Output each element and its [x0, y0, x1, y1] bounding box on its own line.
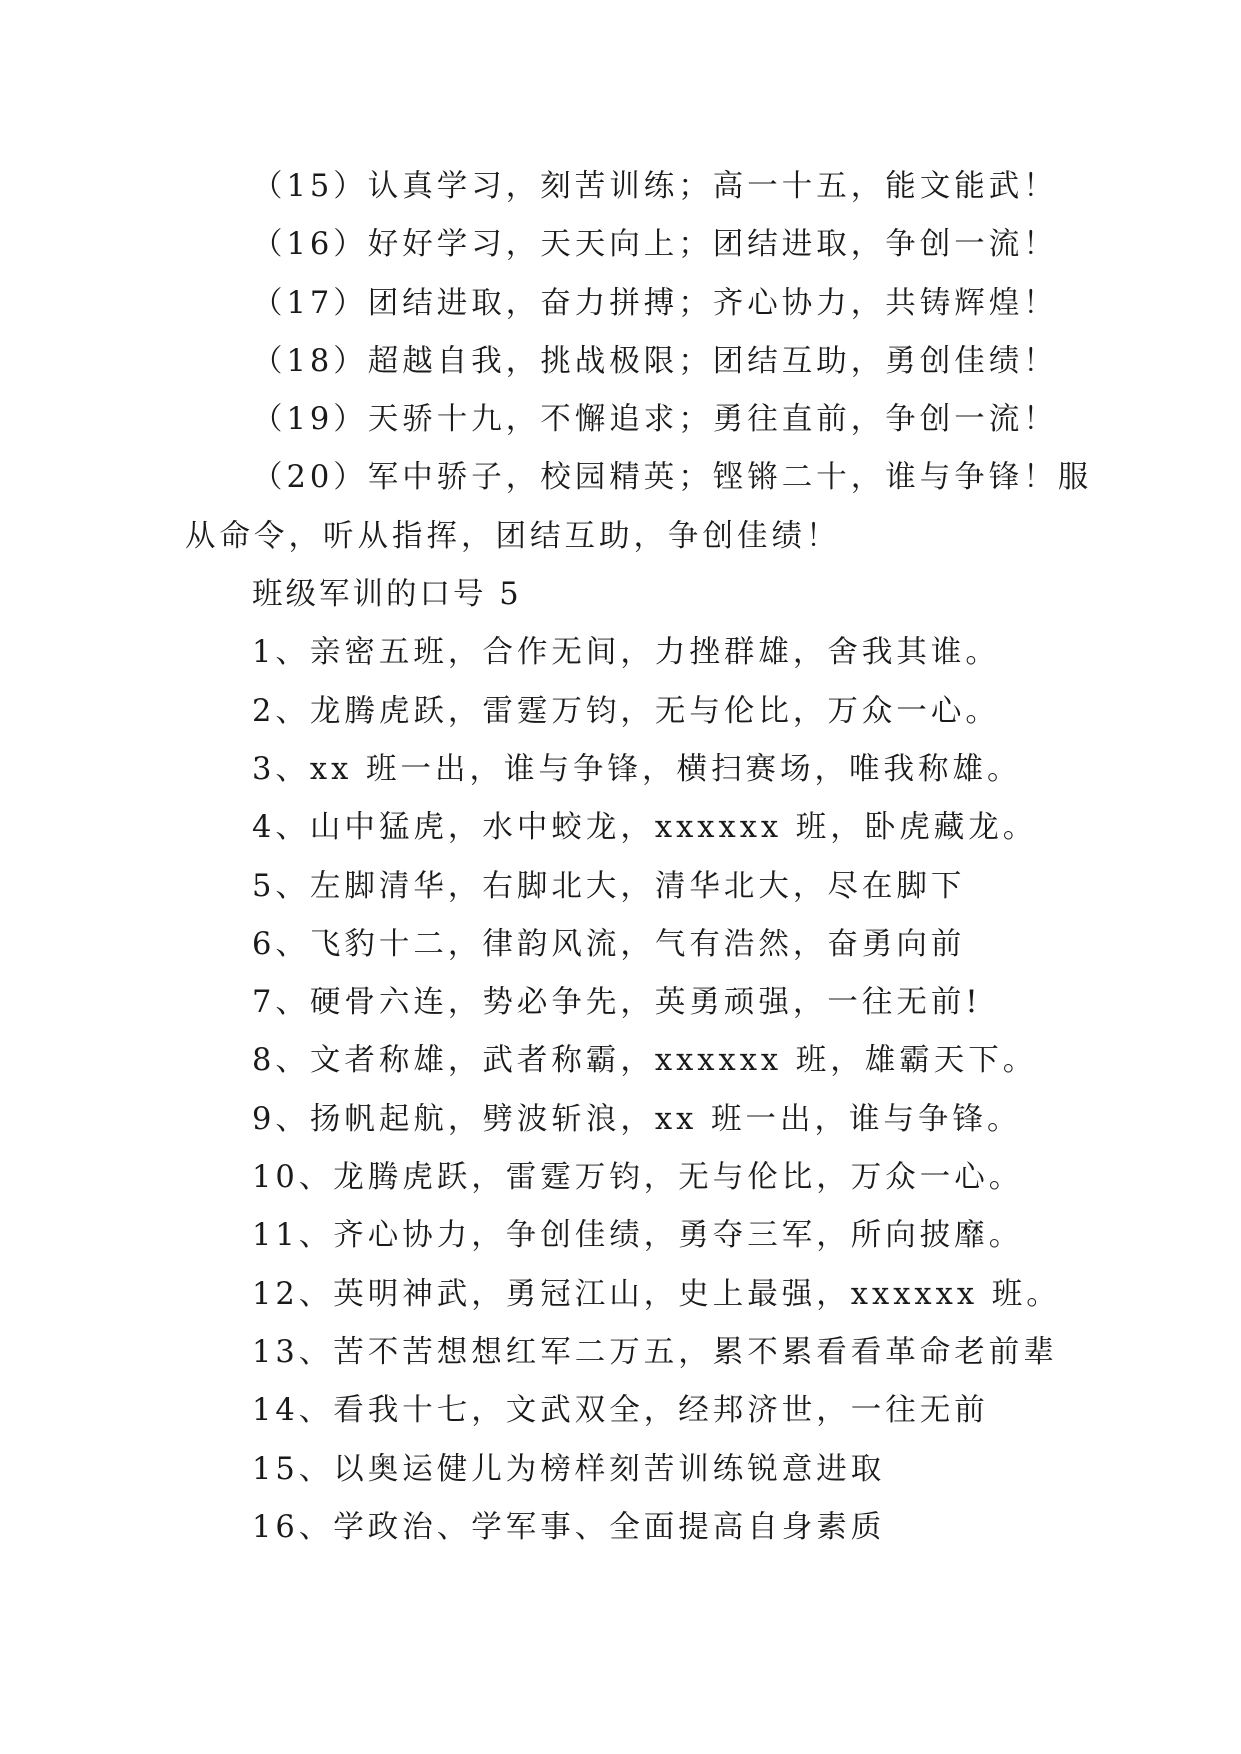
paragraph-20-line-2: 从命令，听从指挥，团结互助，争创佳绩！	[185, 518, 841, 554]
section-heading: 班级军训的口号 5	[252, 577, 522, 613]
slogan-item-16: 16、学政治、学军事、全面提高自身素质	[252, 1509, 886, 1545]
slogan-item-10: 10、龙腾虎跃，雷霆万钧，无与伦比，万众一心。	[252, 1160, 1024, 1196]
slogan-item-7: 7、硬骨六连，势必争先，英勇顽强，一往无前!	[252, 985, 982, 1021]
slogan-item-3: 3、xx 班一出，谁与争锋，横扫赛场，唯我称雄。	[252, 751, 1022, 787]
paragraph-20-line-1: （20）军中骄子，校园精英；铿锵二十，谁与争锋！服	[252, 460, 1093, 496]
slogan-item-4: 4、山中猛虎，水中蛟龙，xxxxxx 班，卧虎藏龙。	[252, 810, 1038, 846]
slogan-item-15: 15、以奥运健儿为榜样刻苦训练锐意进取	[252, 1451, 886, 1487]
slogan-item-8: 8、文者称雄，武者称霸，xxxxxx 班，雄霸天下。	[252, 1043, 1038, 1079]
slogan-item-6: 6、飞豹十二，律韵风流，气有浩然，奋勇向前	[252, 926, 966, 962]
slogan-item-14: 14、看我十七，文武双全，经邦济世，一往无前	[252, 1393, 989, 1429]
slogan-item-13: 13、苦不苦想想红军二万五，累不累看看革命老前辈	[252, 1334, 1058, 1370]
slogan-item-2: 2、龙腾虎跃，雷霆万钧，无与伦比，万众一心。	[252, 693, 1000, 729]
paragraph-17: （17）团结进取，奋力拼搏；齐心协力，共铸辉煌！	[252, 285, 1058, 321]
slogan-item-11: 11、齐心协力，争创佳绩，勇夺三军，所向披靡。	[252, 1218, 1024, 1254]
paragraph-18: （18）超越自我，挑战极限；团结互助，勇创佳绩！	[252, 343, 1058, 379]
document-body	[185, 158, 1093, 1557]
slogan-item-12: 12、英明神武，勇冠江山，史上最强，xxxxxx 班。	[252, 1276, 1061, 1312]
slogan-item-5: 5、左脚清华，右脚北大，清华北大，尽在脚下	[252, 868, 966, 904]
paragraph-19: （19）天骄十九，不懈追求；勇往直前，争创一流！	[252, 402, 1058, 438]
paragraph-15: （15）认真学习，刻苦训练；高一十五，能文能武！	[252, 169, 1058, 204]
slogan-item-1: 1、亲密五班，合作无间，力挫群雄，舍我其谁。	[252, 635, 1000, 671]
paragraph-16: （16）好好学习，天天向上；团结进取，争创一流！	[252, 227, 1058, 263]
slogan-item-9: 9、扬帆起航，劈波斩浪，xx 班一出，谁与争锋。	[252, 1101, 1022, 1137]
